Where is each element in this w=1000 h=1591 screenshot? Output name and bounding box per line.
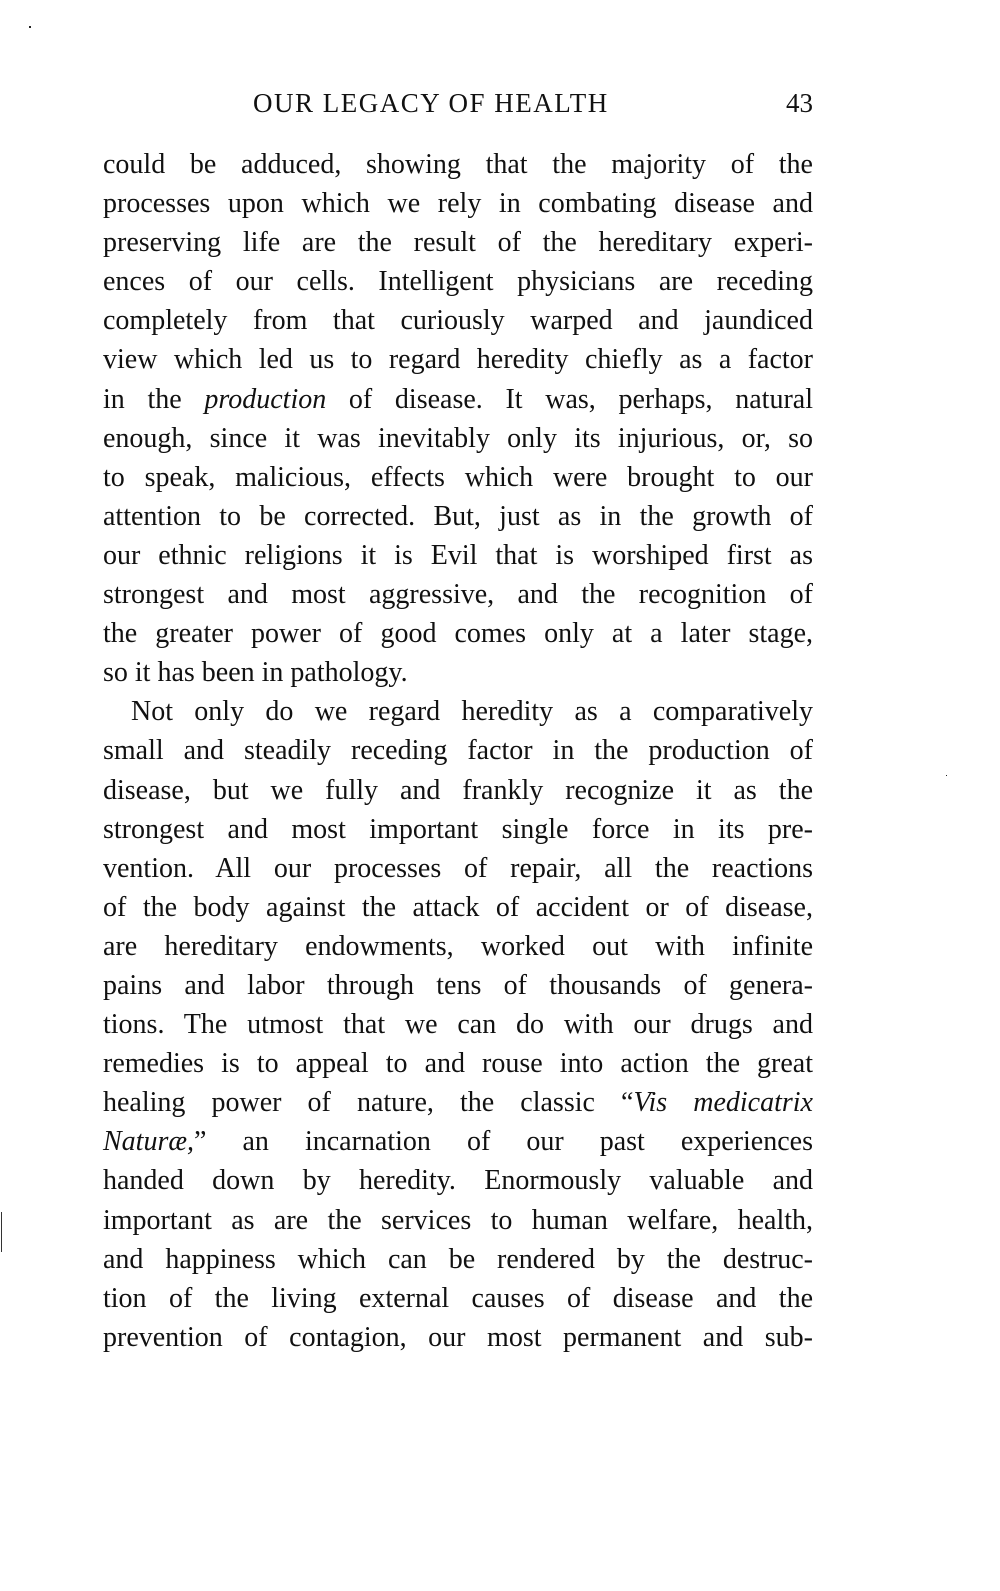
text-segment: handed down by heredity. Enormously valuable and (103, 1165, 813, 1197)
text-segment: tions. The utmost that we can do with our drugs and (103, 1009, 813, 1041)
text-line (103, 614, 813, 653)
text-segment: enough, since it was inevitably only its injurious, or, so (103, 422, 813, 454)
text-line (103, 1122, 813, 1161)
text-segment: in the (103, 383, 205, 415)
text-segment: to speak, malicious, effects which were brought to our (103, 461, 813, 493)
text-segment: of disease. It was, perhaps, natural (326, 383, 813, 415)
text-segment: remedies is to appeal to and rouse into action the great (103, 1048, 813, 1080)
running-head (103, 88, 813, 128)
text-segment: the greater power of good comes only at a later stage, (103, 618, 813, 650)
text-line (103, 575, 813, 614)
italic-text: production (204, 383, 327, 415)
scan-speck (29, 26, 31, 28)
text-segment: small and steadily receding factor in the production of (103, 735, 813, 767)
text-line (103, 849, 813, 888)
text-line (103, 458, 813, 497)
text-segment: our ethnic religions it is Evil that is worshiped first as (103, 539, 813, 571)
text-line (103, 262, 813, 301)
text-line (103, 419, 813, 458)
body-text (103, 145, 813, 1357)
text-segment: pains and labor through tens of thousands of genera- (103, 969, 813, 1001)
text-segment: Not only do we regard heredity as a comparatively (131, 696, 813, 728)
italic-text: Vis medicatrix (633, 1087, 813, 1119)
text-segment: preserving life are the result of the hereditary experi- (103, 227, 813, 259)
text-line (103, 966, 813, 1005)
text-line (103, 301, 813, 340)
text-line (103, 1083, 813, 1122)
text-line (103, 888, 813, 927)
text-segment: strongest and most aggressive, and the recognition of (103, 579, 813, 611)
text-line (103, 1161, 813, 1200)
text-segment: healing power of nature, the classic “ (103, 1087, 634, 1119)
text-segment: of the body against the attack of accident or of disease, (103, 891, 813, 923)
text-line (103, 340, 813, 379)
text-line (103, 810, 813, 849)
text-line (103, 771, 813, 810)
text-segment: are hereditary endowments, worked out with infinite (103, 930, 813, 962)
text-line (103, 1279, 813, 1318)
text-line (103, 536, 813, 575)
text-segment: tion of the living external causes of disease and the (103, 1282, 813, 1314)
text-line (103, 1044, 813, 1083)
text-segment: completely from that curiously warped and jaundiced (103, 305, 813, 337)
text-line (103, 145, 813, 184)
text-line (103, 223, 813, 262)
text-line (103, 1005, 813, 1044)
text-line (103, 692, 813, 731)
text-segment: important as are the services to human welfare, health, (103, 1204, 813, 1236)
text-line (103, 653, 813, 692)
text-segment: disease, but we fully and frankly recognize it as the (103, 774, 813, 806)
page-number: 43 (786, 88, 813, 118)
text-line (103, 731, 813, 770)
running-title: OUR LEGACY OF HEALTH (253, 88, 609, 118)
text-line (103, 380, 813, 419)
italic-text: Naturæ, (103, 1126, 195, 1158)
text-segment: vention. All our processes of repair, all the reactions (103, 852, 813, 884)
text-segment: so it has been in pathology. (103, 657, 408, 689)
scan-edge-mark (1, 1212, 2, 1252)
text-line (103, 927, 813, 966)
scan-speck (946, 775, 947, 776)
text-segment: and happiness which can be rendered by the destruc- (103, 1243, 813, 1275)
text-segment: could be adduced, showing that the majority of the (103, 149, 813, 180)
text-line (103, 1240, 813, 1279)
text-segment: prevention of contagion, our most permanent and sub- (103, 1321, 813, 1353)
text-segment: processes upon which we rely in combating disease and (103, 188, 813, 220)
text-line (103, 497, 813, 536)
text-segment: view which led us to regard heredity chiefly as a factor (103, 344, 813, 376)
text-segment: attention to be corrected. But, just as in the growth of (103, 500, 813, 532)
text-line (103, 1201, 813, 1240)
text-line (103, 184, 813, 223)
text-segment: strongest and most important single force in its pre- (103, 813, 813, 845)
text-line (103, 1318, 813, 1357)
text-segment: ences of our cells. Intelligent physicians are receding (103, 266, 813, 298)
text-segment: ” an incarnation of our past experiences (194, 1126, 813, 1158)
